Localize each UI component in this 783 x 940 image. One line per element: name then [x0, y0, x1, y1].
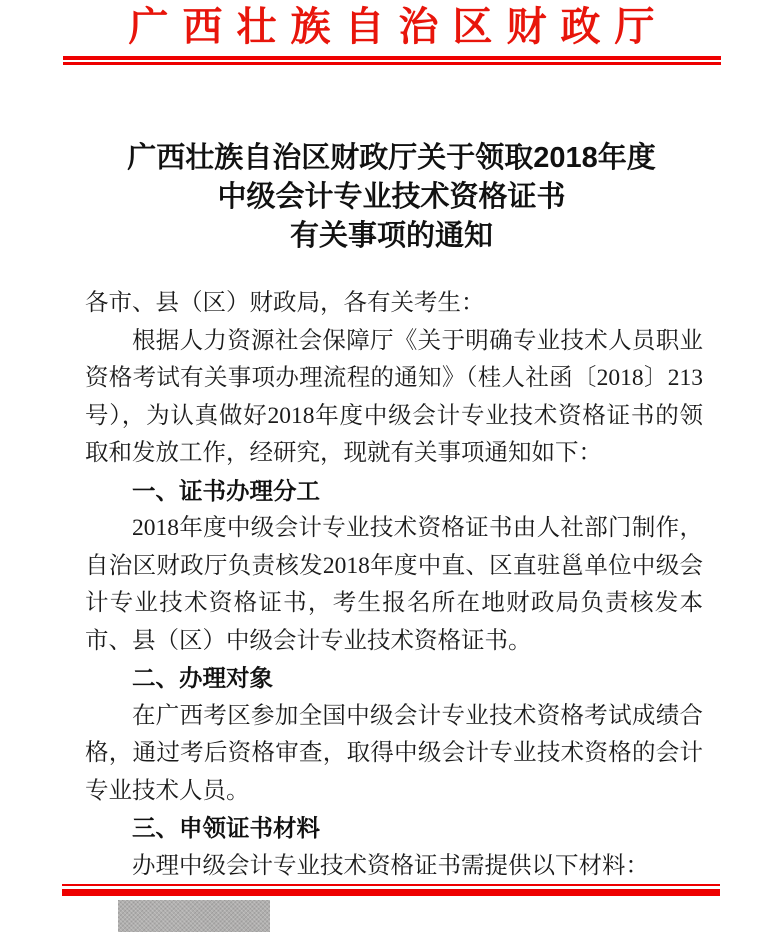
- scan-artifact-box: [118, 900, 270, 932]
- letterhead: [0, 0, 783, 65]
- body-paragraph: 办理中级会计专业技术资格证书需提供以下材料：: [132, 852, 649, 879]
- letterhead-agency-name: [0, 0, 783, 49]
- section-heading: 二、办理对象: [132, 665, 273, 691]
- body-paragraph: 根据人力资源社会保障厅《关于明确专业技术人员职业资格考试有关事项办理流程的通知》（桂人社函〔2018〕213号），为认真做好2018年度中级会计专业技术资格证书的领取和发放工作，经研究，现就有关事项通知如下：: [85, 327, 703, 466]
- document-body: [85, 285, 703, 885]
- document-title-line-2: 中级会计专业技术资格证书: [217, 181, 566, 213]
- letterhead-agency-text: 广西壮族自治区财政厅: [128, 5, 669, 49]
- body-paragraph: 在广西考区参加全国中级会计专业技术资格考试成绩合格，通过考后资格审查，取得中级会计专业技术资格的会计专业技术人员。: [85, 702, 703, 804]
- paragraphs-container: [85, 323, 703, 886]
- document-title: [0, 139, 783, 256]
- section-heading: 一、证书办理分工: [132, 477, 320, 504]
- body-paragraph: 2018年度中级会计专业技术资格证书由人社部门制作，自治区财政厅负责核发2018年度中直、区直驻邕单位中级会计专业技术资格证书，考生报名所在地财政局负责核发本市、县（区）中级会计专业技术资格证书。: [85, 515, 703, 654]
- document-title-line-3: 有关事项的通知: [289, 220, 493, 252]
- salutation: 各市、县（区）财政局，各有关考生：: [85, 290, 485, 316]
- section-heading: 三、申领证书材料: [132, 815, 320, 841]
- footer-double-rule: [62, 884, 720, 896]
- letterhead-double-rule: [63, 56, 721, 65]
- document-title-line-1: 广西壮族自治区财政厅关于领取2018年度: [127, 142, 656, 174]
